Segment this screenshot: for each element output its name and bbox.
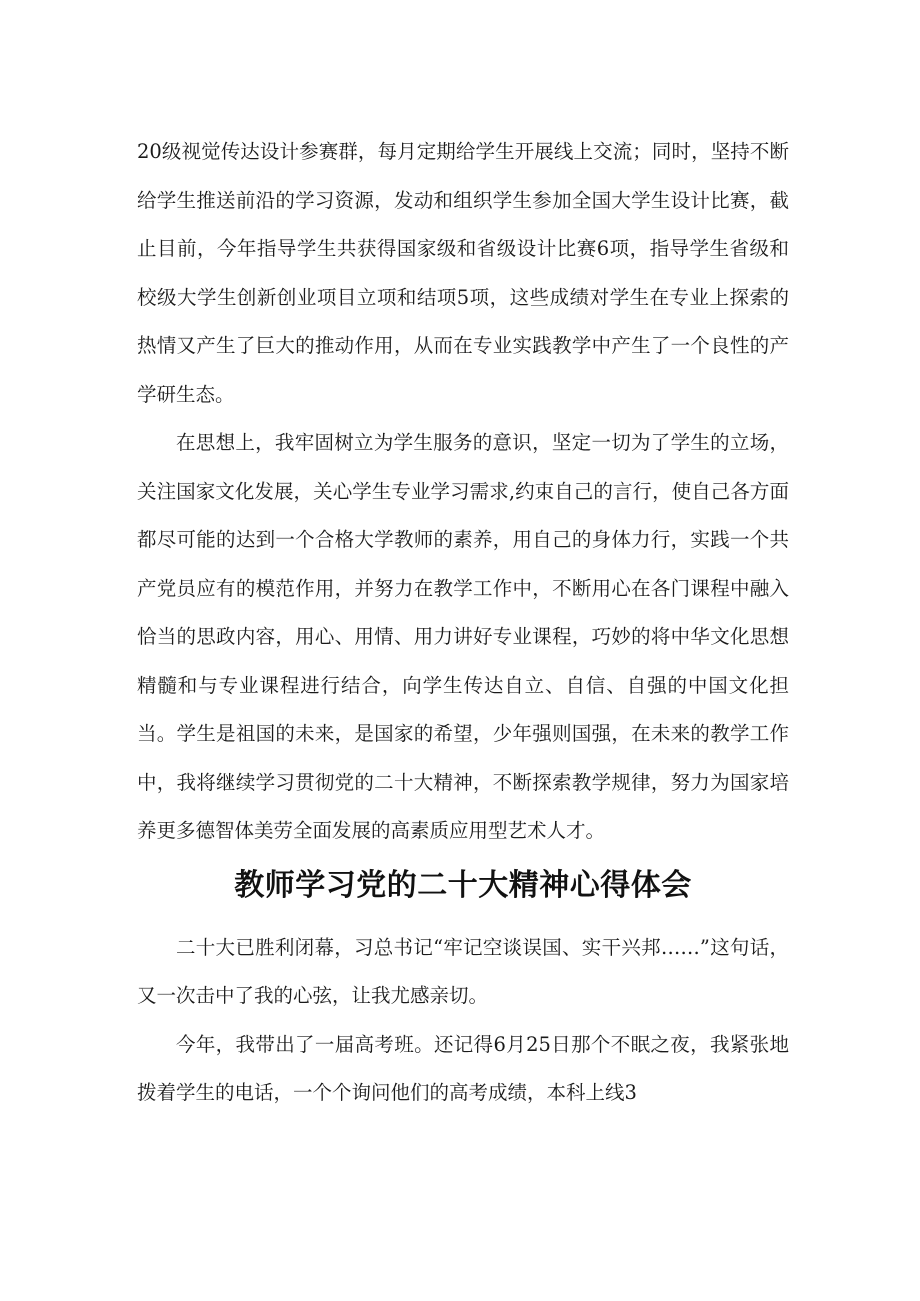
section-title: 教师学习党的二十大精神心得体会 bbox=[234, 867, 692, 903]
paragraph-continuation: 20级视觉传达设计参赛群，每月定期给学生开展线上交流；同时，坚持不断给学生推送前沿的学习资源，发动和组织学生参加全国大学生设计比赛，截止目前，今年指导学生共获得国家级和省级设计比赛6项，指导学生省级和校级大学生创新创业项目立项和结项5项，这些成绩对学生在专业上探索的热情又产生了巨大的推动作用，从而在专业实践教学中产生了一个良性的产学研生态。 bbox=[137, 140, 789, 406]
paragraph-opening: 二十大已胜利闭幕，习总书记“牢记空谈误国、实干兴邦……”这句话，又一次击中了我的心弦，让我尤感亲切。 bbox=[137, 935, 789, 1007]
paragraph-exam-class: 今年，我带出了一届高考班。还记得6月25日那个不眠之夜，我紧张地拨着学生的电话，一个个询问他们的高考成绩，本科上线3 bbox=[137, 1032, 789, 1104]
document-body bbox=[137, 128, 789, 1118]
paragraph-ideology: 在思想上，我牢固树立为学生服务的意识，坚定一切为了学生的立场，关注国家文化发展，关心学生专业学习需求,约束自己的言行，使自己各方面都尽可能的达到一个合格大学教师的素养，用自己的身体力行，实践一个共产党员应有的模范作用，并努力在教学工作中，不断用心在各门课程中融入恰当的思政内容，用心、用情、用力讲好专业课程，巧妙的将中华文化思想精髓和与专业课程进行结合，向学生传达自立、自信、自强的中国文化担当。学生是祖国的未来，是国家的希望，少年强则国强，在未来的教学工作中，我将继续学习贯彻党的二十大精神，不断探索教学规律，努力为国家培养更多德智体美劳全面发展的高素质应用型艺术人才。 bbox=[137, 431, 789, 842]
